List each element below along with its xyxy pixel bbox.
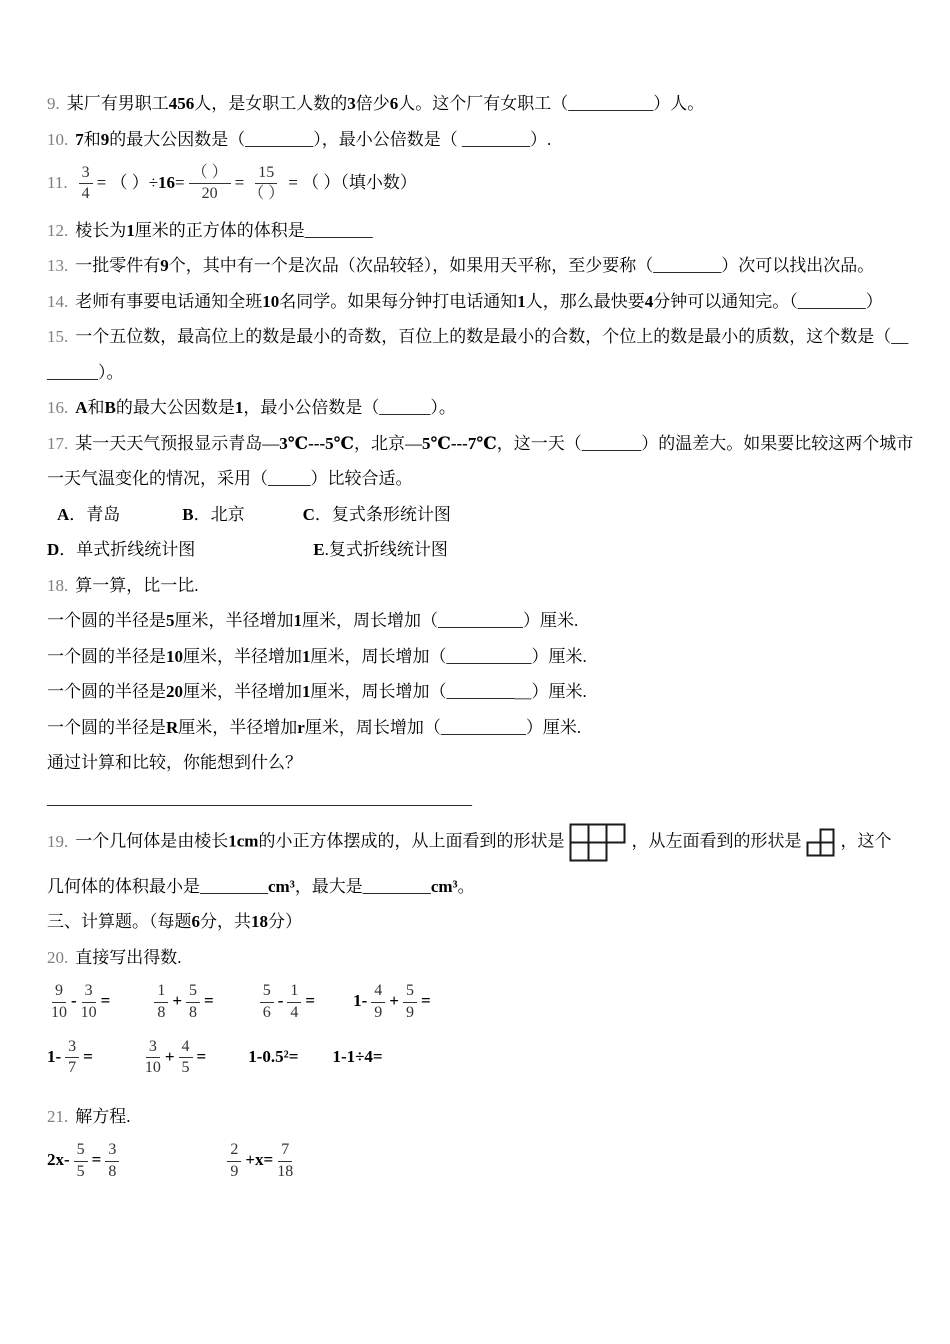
text-run: = [175,172,185,192]
bold-text-run: 6 [191,912,200,932]
fraction [51,982,67,1022]
spacer [120,519,182,520]
question-number: 9. [47,94,60,113]
bold-text-run: 1 [517,291,526,311]
fraction-denominator: 5 [181,1059,190,1077]
bold-text-run: 1- [353,991,368,1011]
bold-text-run: +x= [245,1150,274,1170]
bold-text-run: + [172,991,183,1011]
bold-text-run: 1 [302,646,311,666]
bold-text-run: R [166,717,179,737]
text-run: .复式折线统计图 [324,540,448,560]
bold-text-run: 20 [166,682,183,702]
fraction-denominator: 4 [290,1003,299,1021]
text-run: 的最大公因数是（________），最小公倍数是（ ________）. [109,129,552,149]
fraction-numerator: 15 [255,164,277,184]
text-run: = （ ）（填小数） [288,172,417,192]
text-run: 分） [268,912,302,932]
question-21-row [47,1141,905,1181]
fraction-denominator: 8 [157,1003,166,1021]
fraction [277,1141,293,1181]
question-14 [47,291,905,313]
bold-text-run: = [204,991,214,1011]
fraction-denominator: 7 [68,1059,77,1077]
question-number: 16. [47,398,69,418]
fraction [371,982,385,1022]
text-run: 某一天天气预报显示青岛— [75,433,280,453]
text-run: 一个圆的半径是 [47,682,166,702]
fraction-numerator: 2 [227,1141,241,1161]
question-number: 18. [47,575,69,595]
text-run: = [234,172,245,192]
fraction [248,164,284,204]
question-number: 15. [47,327,69,347]
fraction-denominator: 5 [76,1162,85,1180]
spacer [195,554,313,555]
text-run: 个，其中有一个是次品（次品较轻），如果用天平称，至少要称（________）次可以找出次品。 [168,256,875,276]
bold-text-run: = [196,1046,207,1066]
text-run: 和 [83,129,101,149]
question-18-line-1 [47,610,905,632]
bold-text-run: 1 [302,682,311,702]
text-run: 人。这个厂有女职工（__________）人。 [398,94,705,113]
bold-text-run: 18 [251,912,268,932]
fraction-numerator: 1 [287,982,301,1002]
text-run: ．复式条形统计图 [314,504,451,524]
question-number: 11. [47,172,68,192]
bold-text-run: 456 [168,94,195,113]
spacer [206,1061,248,1062]
fraction [154,982,168,1022]
question-9 [47,93,905,115]
spacer [245,519,303,520]
fraction [186,982,200,1022]
bold-text-run: = [305,991,316,1011]
bold-text-run: C [302,504,315,524]
text-run: 人，那么最快要 [525,291,645,311]
question-number: 10. [47,129,69,149]
fraction-denominator: 20 [201,185,218,203]
text-run: 厘米，周长增加（________＿）厘米. [310,682,587,702]
bold-text-run: 16 [158,172,176,192]
bold-text-run: 1-1÷4= [332,1046,383,1066]
text-run: 厘米，半径增加 [183,646,302,666]
question-number: 19. [47,831,69,851]
question-20 [47,947,905,969]
text-run: 通过计算和比较，你能想到什么？ [47,753,302,773]
fraction [189,164,231,204]
question-number: 13. [47,256,69,276]
text-run: 的最大公因数是 [115,398,235,418]
question-18-answer-line [47,788,905,810]
text-run: 厘米，半径增加 [178,717,298,737]
text-run: 一个圆的半径是 [47,717,166,737]
fraction-numerator: 3 [79,164,93,184]
fraction [287,982,301,1022]
bold-text-run: 7 [75,129,84,149]
bold-text-run: cm³ [430,876,458,896]
text-run: 一个五位数，最高位上的数是最小的奇数，百位上的数是最小的合数，个位上的数是最小的质数，这个数是（__ [75,327,909,347]
question-17-options-1 [47,504,905,526]
text-run: 一个圆的半径是 [47,611,166,631]
fraction-denominator: 18 [277,1162,294,1180]
text-run: 直接写出得数. [75,947,182,967]
text-run: 棱长为 [75,220,127,240]
text-run: 人，是女职工人数的 [194,94,348,113]
spacer [93,1061,141,1062]
question-15-continued [47,362,905,384]
fraction-numerator: 5 [186,982,200,1002]
text-run: 某厂有男职工 [66,94,169,113]
fraction-denominator: （ ） [248,185,285,203]
question-18-line-3 [47,681,905,703]
question-19-continued [47,876,905,898]
fraction-numerator: 9 [52,982,66,1002]
text-run: 。 [457,876,475,896]
text-run: ．北京 [193,504,245,524]
bold-text-run: - [277,991,284,1011]
spacer [298,1061,332,1062]
question-19 [47,823,905,862]
text-run: 厘米，周长增加（__________）厘米. [302,611,579,631]
fraction [65,1038,79,1078]
question-15 [47,326,909,348]
text-run: ．单式折线统计图 [59,540,196,560]
question-17-options-2 [47,539,905,561]
bold-text-run: = [420,991,431,1011]
bold-text-run: 3℃---5℃ [279,433,354,453]
question-number: 17. [47,433,69,453]
bold-text-run: 6 [389,94,399,113]
fraction-denominator: 8 [108,1162,117,1180]
fraction-denominator: 9 [405,1003,414,1021]
text-run: 分钟可以通知完。（________） [653,291,883,311]
spacer [123,1164,223,1165]
question-17-continued [47,468,905,490]
bold-text-run: = [91,1150,102,1170]
question-21 [47,1106,905,1128]
bold-text-run: r [297,717,305,737]
fraction-numerator: 5 [74,1141,88,1161]
question-17 [47,433,914,455]
text-run: ，北京— [353,433,422,453]
question-13 [47,255,905,277]
bold-text-run: 9 [160,256,169,276]
bold-text-run: = [83,1046,93,1066]
text-run: 三、计算题。（每题 [47,912,192,932]
bold-text-run: 4 [644,291,654,311]
text-run: ______）。 [47,362,124,382]
bold-text-run: + [389,991,399,1011]
bold-text-run: B [104,398,116,418]
fraction-numerator: 1 [154,982,168,1002]
text-run: ，最小公倍数是（______）。 [243,398,456,418]
question-20-row-1 [47,982,905,1022]
spacer [47,519,57,520]
spacer [110,1005,150,1006]
bold-text-run: 9 [100,129,110,149]
fraction-numerator: 4 [179,1038,193,1058]
fraction-numerator: 3 [105,1141,119,1161]
text-run: 几何体的体积最小是________ [47,876,268,896]
fraction [145,1038,161,1078]
bold-text-run: 10 [166,646,183,666]
text-run: 的小正方体摆成的，从上面看到的形状是 [258,831,565,851]
text-run: ，最大是________ [294,876,431,896]
bold-text-run: E [313,540,325,560]
text-run: 名同学。如果每分钟打电话通知 [279,291,518,311]
text-run: 厘米，周长增加（__________）厘米. [310,646,587,666]
fraction-numerator: 7 [278,1141,292,1161]
question-10 [47,129,905,151]
bold-text-run: + [164,1046,175,1066]
text-run: 一个圆的半径是 [47,646,166,666]
fraction [179,1038,193,1078]
text-run: ，这一天（_______）的温差大。如果要比较这两个城市 [496,433,914,453]
text-run: 一批零件有 [75,256,161,276]
fraction [260,982,274,1022]
bold-text-run: B [182,504,194,524]
text-run: 和 [87,398,105,418]
section-3-heading [47,911,905,933]
fraction-numerator: 3 [146,1038,160,1058]
bold-text-run: - [71,991,77,1011]
fraction-denominator: 8 [189,1003,198,1021]
bold-text-run: 5℃---7℃ [421,433,497,453]
fraction [227,1141,241,1181]
fraction-numerator: 5 [260,982,274,1002]
question-18 [47,575,905,597]
question-20-row-2 [47,1038,905,1078]
question-18-line-2 [47,646,905,668]
fraction-numerator: 4 [371,982,385,1002]
bold-text-run: 5 [166,611,175,631]
fraction [105,1141,119,1181]
question-11 [47,164,905,204]
bold-text-run: A [75,398,88,418]
bold-text-run: A [57,504,70,524]
bold-text-run: cm³ [268,876,295,896]
fraction-denominator: 9 [374,1003,383,1021]
fraction-denominator: 10 [51,1003,67,1021]
question-number: 21. [47,1106,69,1126]
fraction [81,982,97,1022]
fraction-denominator: 10 [144,1059,161,1077]
text-run: 算一算，比一比. [75,575,199,595]
fraction-denominator: 9 [230,1162,239,1180]
bold-text-run: 1 [293,611,302,631]
text-run: 倍少 [355,94,390,113]
text-run: 解方程. [75,1106,131,1126]
text-run: ，从左面看到的形状是 [631,831,802,851]
text-run: 厘米，半径增加 [174,611,294,631]
text-run: 一个几何体是由棱长 [75,831,229,851]
bold-text-run: D [47,540,60,560]
spacer [315,1005,353,1006]
bold-text-run: = [100,991,111,1011]
fraction-denominator: 4 [81,185,90,203]
question-number: 20. [47,947,69,967]
fraction-denominator: 6 [262,1003,271,1021]
left-view-shape [806,828,835,857]
bold-text-run: 10 [262,291,280,311]
text-run: __________________________________________________ [47,788,472,808]
question-18-line-4 [47,717,905,739]
fraction-numerator: （ ） [189,164,231,184]
text-run: 厘米，周长增加（__________）厘米. [304,717,582,737]
question-number: 12. [47,220,69,240]
bold-text-run: 2x- [47,1150,70,1170]
question-number: 14. [47,291,69,311]
bold-text-run: 1 [126,220,135,240]
bold-text-run: 1cm [228,831,259,851]
bold-text-run: 1 [234,398,244,418]
fraction [79,164,93,204]
question-18-line-5 [47,752,905,774]
bold-text-run: 1- [47,1046,62,1066]
text-run: ，这个 [840,831,892,851]
fraction-denominator: 10 [80,1003,97,1021]
fraction [403,982,417,1022]
bold-text-run: 3 [347,94,356,113]
fraction-numerator: 3 [82,982,96,1002]
text-run: 厘米，半径增加 [183,682,302,702]
text-run: 一天气温变化的情况，采用（_____）比较合适。 [47,469,413,489]
spacer [214,1005,256,1006]
fraction-numerator: 3 [65,1038,79,1058]
top-view-shape [569,823,626,862]
text-run: 分，共 [200,912,251,932]
bold-text-run: 1-0.5²= [248,1046,299,1066]
text-run: 厘米的正方体的体积是________ [134,220,373,240]
fraction-numerator: 5 [403,982,417,1002]
fraction [74,1141,88,1181]
question-12 [47,220,905,242]
text-run: ．青岛 [69,504,121,524]
text-run: 老师有事要电话通知全班 [75,291,263,311]
text-run: = （ ）÷ [96,172,159,192]
question-16 [47,397,905,419]
